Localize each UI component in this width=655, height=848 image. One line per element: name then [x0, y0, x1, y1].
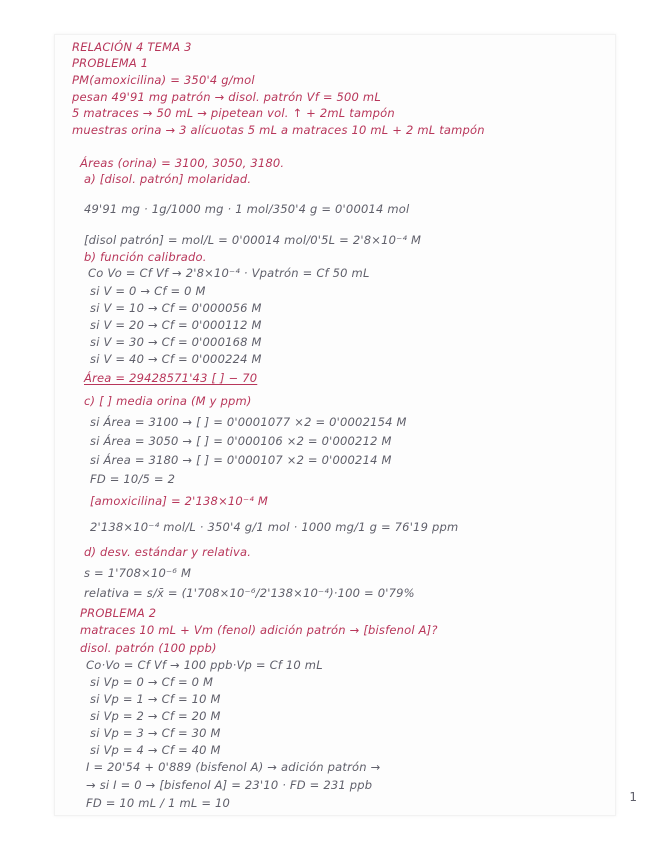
handwritten-line: PM(amoxicilina) = 350'4 g/mol: [72, 73, 255, 87]
page-number: 1: [629, 790, 637, 804]
handwritten-line: si V = 40 → Cf = 0'000224 M: [90, 352, 262, 366]
handwritten-line: → si I = 0 → [bisfenol A] = 23'10 · FD = 231 ppb: [86, 778, 373, 792]
handwritten-line: muestras orina → 3 alícuotas 5 mL a matraces 10 mL + 2 mL tampón: [72, 123, 485, 137]
handwritten-line: si Área = 3180 → [ ] = 0'000107 ×2 = 0'000214 M: [90, 453, 392, 467]
handwritten-line: Área = 29428571'43 [ ] − 70: [84, 371, 258, 385]
handwritten-line: Co Vo = Cf Vf → 2'8×10⁻⁴ · Vpatrón = Cf 50 mL: [88, 266, 370, 280]
handwritten-line: si Vp = 0 → Cf = 0 M: [90, 675, 214, 689]
handwritten-line: relativa = s/x̄ = (1'708×10⁻⁶/2'138×10⁻⁴)·100 = 0'79%: [84, 586, 415, 600]
handwritten-line: disol. patrón (100 ppb): [80, 641, 217, 655]
handwritten-line: si Área = 3100 → [ ] = 0'0001077 ×2 = 0'0002154 M: [90, 415, 407, 429]
handwritten-line: matraces 10 mL + Vm (fenol) adición patrón → [bisfenol A]?: [80, 623, 438, 637]
handwritten-line: pesan 49'91 mg patrón → disol. patrón Vf = 500 mL: [72, 90, 381, 104]
handwritten-line: b) función calibrado.: [84, 250, 207, 264]
handwritten-line: si V = 30 → Cf = 0'000168 M: [90, 335, 262, 349]
handwritten-line: si Área = 3050 → [ ] = 0'000106 ×2 = 0'000212 M: [90, 434, 392, 448]
handwritten-line: d) desv. estándar y relativa.: [84, 545, 252, 559]
handwritten-line: si Vp = 4 → Cf = 40 M: [90, 743, 221, 757]
handwritten-line: c) [ ] media orina (M y ppm): [84, 394, 252, 408]
handwritten-line: s = 1'708×10⁻⁶ M: [84, 566, 192, 580]
handwritten-line: si V = 10 → Cf = 0'000056 M: [90, 301, 262, 315]
handwritten-line: FD = 10 mL / 1 mL = 10: [86, 796, 231, 810]
handwritten-line: a) [disol. patrón] molaridad.: [84, 172, 252, 186]
handwritten-line: si V = 0 → Cf = 0 M: [90, 284, 206, 298]
handwritten-line: PROBLEMA 2: [80, 606, 157, 620]
handwritten-line: si V = 20 → Cf = 0'000112 M: [90, 318, 262, 332]
handwritten-line: Áreas (orina) = 3100, 3050, 3180.: [80, 156, 285, 170]
handwritten-line: 5 matraces → 50 mL → pipetean vol. ↑ + 2mL tampón: [72, 106, 395, 120]
handwritten-line: PROBLEMA 1: [72, 56, 149, 70]
handwritten-line: Co·Vo = Cf Vf → 100 ppb·Vp = Cf 10 mL: [86, 658, 323, 672]
handwritten-line: [amoxicilina] = 2'138×10⁻⁴ M: [90, 494, 269, 508]
handwritten-line: si Vp = 2 → Cf = 20 M: [90, 709, 221, 723]
handwritten-line: si Vp = 1 → Cf = 10 M: [90, 692, 221, 706]
handwritten-line: 49'91 mg · 1g/1000 mg · 1 mol/350'4 g = 0'00014 mol: [84, 202, 410, 216]
handwritten-line: si Vp = 3 → Cf = 30 M: [90, 726, 221, 740]
handwritten-line: I = 20'54 + 0'889 (bisfenol A) → adición patrón →: [86, 760, 381, 774]
handwritten-line: FD = 10/5 = 2: [90, 472, 176, 486]
handwritten-line: RELACIÓN 4 TEMA 3: [72, 40, 192, 54]
handwritten-line: 2'138×10⁻⁴ mol/L · 350'4 g/1 mol · 1000 mg/1 g = 76'19 ppm: [90, 520, 459, 534]
handwritten-line: [disol patrón] = mol/L = 0'00014 mol/0'5L = 2'8×10⁻⁴ M: [84, 233, 422, 247]
